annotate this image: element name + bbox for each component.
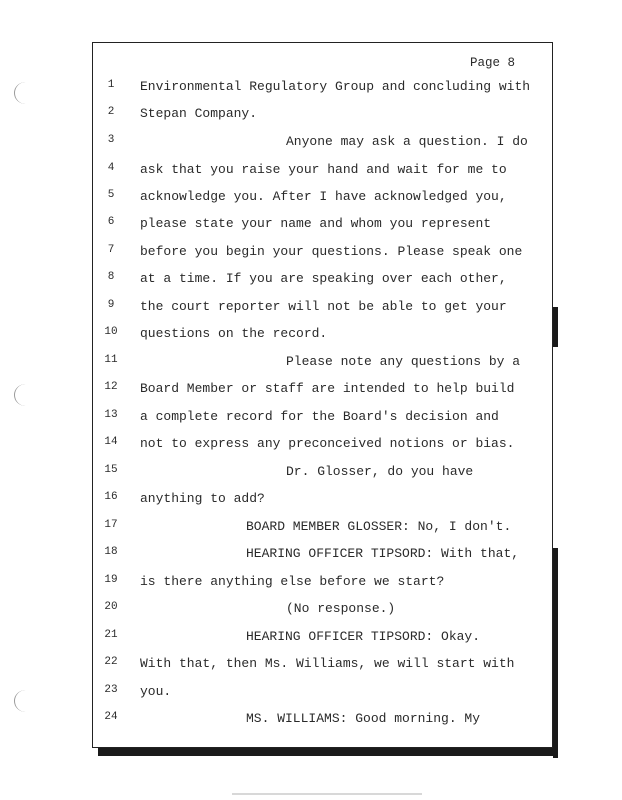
line-text: before you begin your questions. Please speak one — [140, 244, 523, 259]
line-text: (No response.) — [286, 601, 396, 616]
line-text: Environmental Regulatory Group and concluding with — [140, 79, 531, 94]
line-text: ask that you raise your hand and wait for me to — [140, 162, 507, 177]
transcript-line — [0, 656, 622, 676]
transcript-line — [0, 354, 622, 374]
line-text: questions on the record. — [140, 326, 328, 341]
transcript-line — [0, 79, 622, 99]
line-text: a complete record for the Board's decision and — [140, 409, 499, 424]
transcript-line — [0, 162, 622, 182]
transcript-line — [0, 519, 622, 539]
line-number: 14 — [104, 436, 118, 448]
line-number: 19 — [104, 574, 118, 586]
transcript-line — [0, 684, 622, 704]
transcript-line — [0, 326, 622, 346]
line-text: Dr. Glosser, do you have — [286, 464, 474, 479]
line-text: Board Member or staff are intended to help build — [140, 381, 515, 396]
transcript-line — [0, 134, 622, 154]
transcript-line — [0, 299, 622, 319]
line-number: 1 — [107, 79, 115, 91]
line-number: 5 — [107, 189, 115, 201]
transcript-line — [0, 629, 622, 649]
line-number: 12 — [104, 381, 118, 393]
line-text: you. — [140, 684, 172, 699]
transcript-line — [0, 491, 622, 511]
transcript-line — [0, 574, 622, 594]
page-shadow-bottom — [98, 748, 556, 756]
transcript-line — [0, 436, 622, 456]
line-number: 10 — [104, 326, 118, 338]
line-text: at a time. If you are speaking over each other, — [140, 271, 507, 286]
line-text: BOARD MEMBER GLOSSER: No, I don't. — [246, 519, 512, 534]
page-number: Page 8 — [470, 56, 516, 70]
transcript-line — [0, 106, 622, 126]
line-text: acknowledge you. After I have acknowledged you, — [140, 189, 507, 204]
line-text: the court reporter will not be able to get your — [140, 299, 507, 314]
line-text: HEARING OFFICER TIPSORD: With that, — [246, 546, 520, 561]
transcript-line — [0, 244, 622, 264]
line-number: 9 — [107, 299, 115, 311]
line-text: Anyone may ask a question. I do — [286, 134, 528, 149]
transcript-line — [0, 271, 622, 291]
line-number: 11 — [104, 354, 118, 366]
line-text: is there anything else before we start? — [140, 574, 445, 589]
line-text: not to express any preconceived notions or bias. — [140, 436, 515, 451]
line-text: MS. WILLIAMS: Good morning. My — [246, 711, 481, 726]
line-number: 16 — [104, 491, 118, 503]
line-number: 3 — [107, 134, 115, 146]
line-number: 21 — [104, 629, 118, 641]
line-number: 20 — [104, 601, 118, 613]
line-number: 7 — [107, 244, 115, 256]
line-number: 15 — [104, 464, 118, 476]
transcript-line — [0, 189, 622, 209]
line-text: Stepan Company. — [140, 106, 258, 121]
line-number: 24 — [104, 711, 118, 723]
line-text: anything to add? — [140, 491, 265, 506]
line-number: 23 — [104, 684, 118, 696]
line-number: 4 — [107, 162, 115, 174]
transcript-line — [0, 601, 622, 621]
line-number: 18 — [104, 546, 118, 558]
line-number: 2 — [107, 106, 115, 118]
transcript-line — [0, 464, 622, 484]
transcript-line — [0, 409, 622, 429]
line-number: 22 — [104, 656, 118, 668]
line-text: With that, then Ms. Williams, we will start with — [140, 656, 515, 671]
line-text: please state your name and whom you represent — [140, 216, 492, 231]
transcript-line — [0, 546, 622, 566]
line-number: 8 — [107, 271, 115, 283]
line-text: Please note any questions by a — [286, 354, 521, 369]
line-number: 17 — [104, 519, 118, 531]
line-number: 6 — [107, 216, 115, 228]
transcript-line — [0, 711, 622, 731]
scan-artifact-line — [232, 793, 422, 795]
transcript-line — [0, 216, 622, 236]
line-text: HEARING OFFICER TIPSORD: Okay. — [246, 629, 481, 644]
transcript-line — [0, 381, 622, 401]
line-number: 13 — [104, 409, 118, 421]
